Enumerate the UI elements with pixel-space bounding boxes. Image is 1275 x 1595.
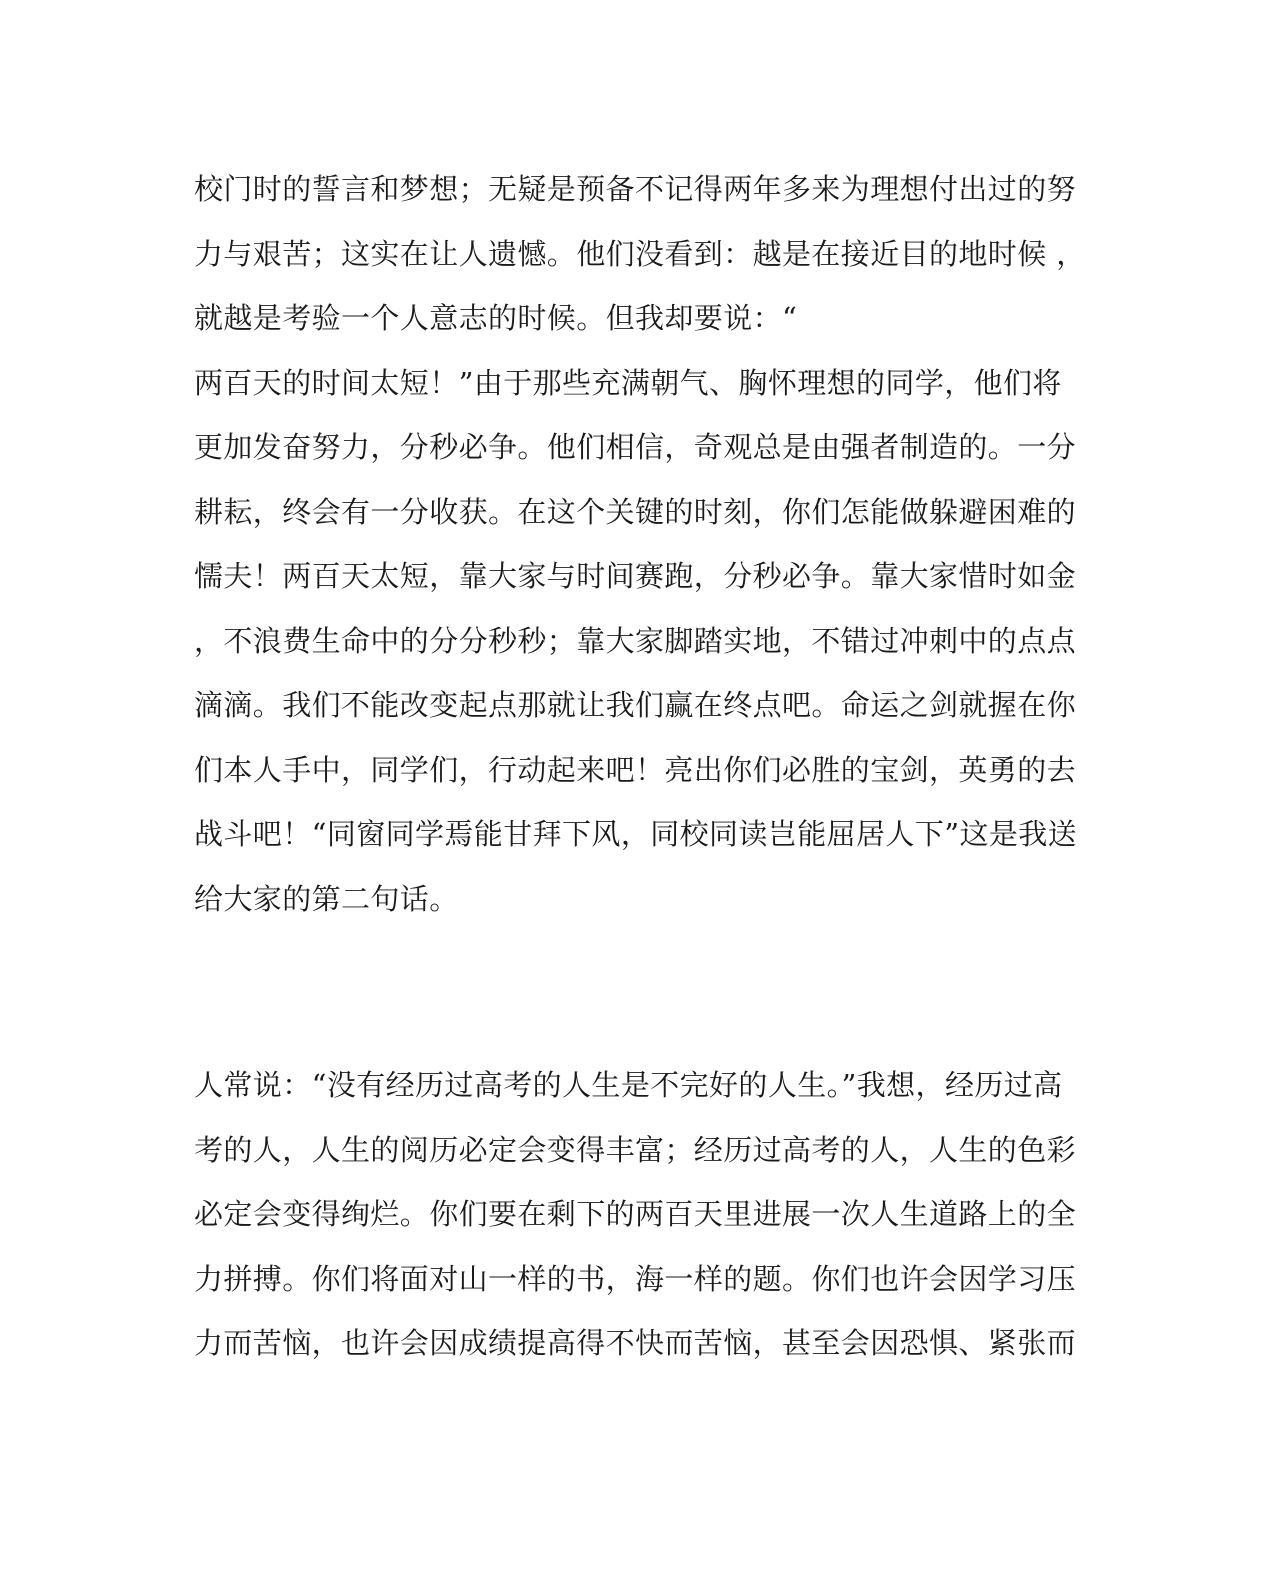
paragraph: [194, 1053, 1077, 1376]
text-line: 们本人手中，同学们，行动起来吧！亮出你们必胜的宝剑，英勇的去: [194, 752, 1077, 787]
text-line: 更加发奋努力，分秒必争。他们相信，奇观总是由强者制造的。一分: [194, 430, 1077, 464]
text-line: 两百天的时间太短！”由于那些充满朝气、胸怀理想的同学，他们将: [194, 365, 1062, 400]
paragraph: [194, 157, 1086, 931]
text-line: 力而苦恼，也许会因成绩提高得不快而苦恼，甚至会因恐惧、紧张而: [194, 1326, 1077, 1360]
text-line: 力拼搏。你们将面对山一样的书，海一样的题。你们也许会因学习压: [194, 1261, 1077, 1296]
text-line: 懦夫！两百天太短，靠大家与时间赛跑，分秒必争。靠大家惜时如金: [194, 559, 1077, 593]
text-line: 力与艰苦；这实在让人遗憾。他们没看到：越是在接近目的地时候 ，: [194, 236, 1086, 271]
text-line: 耕耘，终会有一分收获。在这个关键的时刻，你们怎能做躲避困难的: [194, 494, 1077, 529]
text-line: 就越是考验一个人意志的时候。但我却要说：“: [194, 301, 798, 335]
text-line: 必定会变得绚烂。你们要在剩下的两百天里进展一次人生道路上的全: [194, 1197, 1077, 1231]
text-line: 战斗吧！“同窗同学焉能甘拜下风，同校同读岂能屈居人下”这是我送: [194, 817, 1078, 851]
text-line: 校门时的誓言和梦想；无疑是预备不记得两年多来为理想付出过的努: [194, 172, 1077, 206]
text-line: 考的人，人生的阅历必定会变得丰富；经历过高考的人，人生的色彩: [194, 1132, 1077, 1167]
text-line: ，不浪费生命中的分分秒秒；靠大家脚踏实地，不错过冲刺中的点点: [194, 623, 1077, 658]
text-line: 人常说：“没有经历过高考的人生是不完好的人生。”我想，经历过高: [194, 1068, 1063, 1102]
text-line: 给大家的第二句话。: [194, 881, 459, 916]
text-line: 滴滴。我们不能改变起点那就让我们赢在终点吧。命运之剑就握在你: [194, 688, 1077, 722]
